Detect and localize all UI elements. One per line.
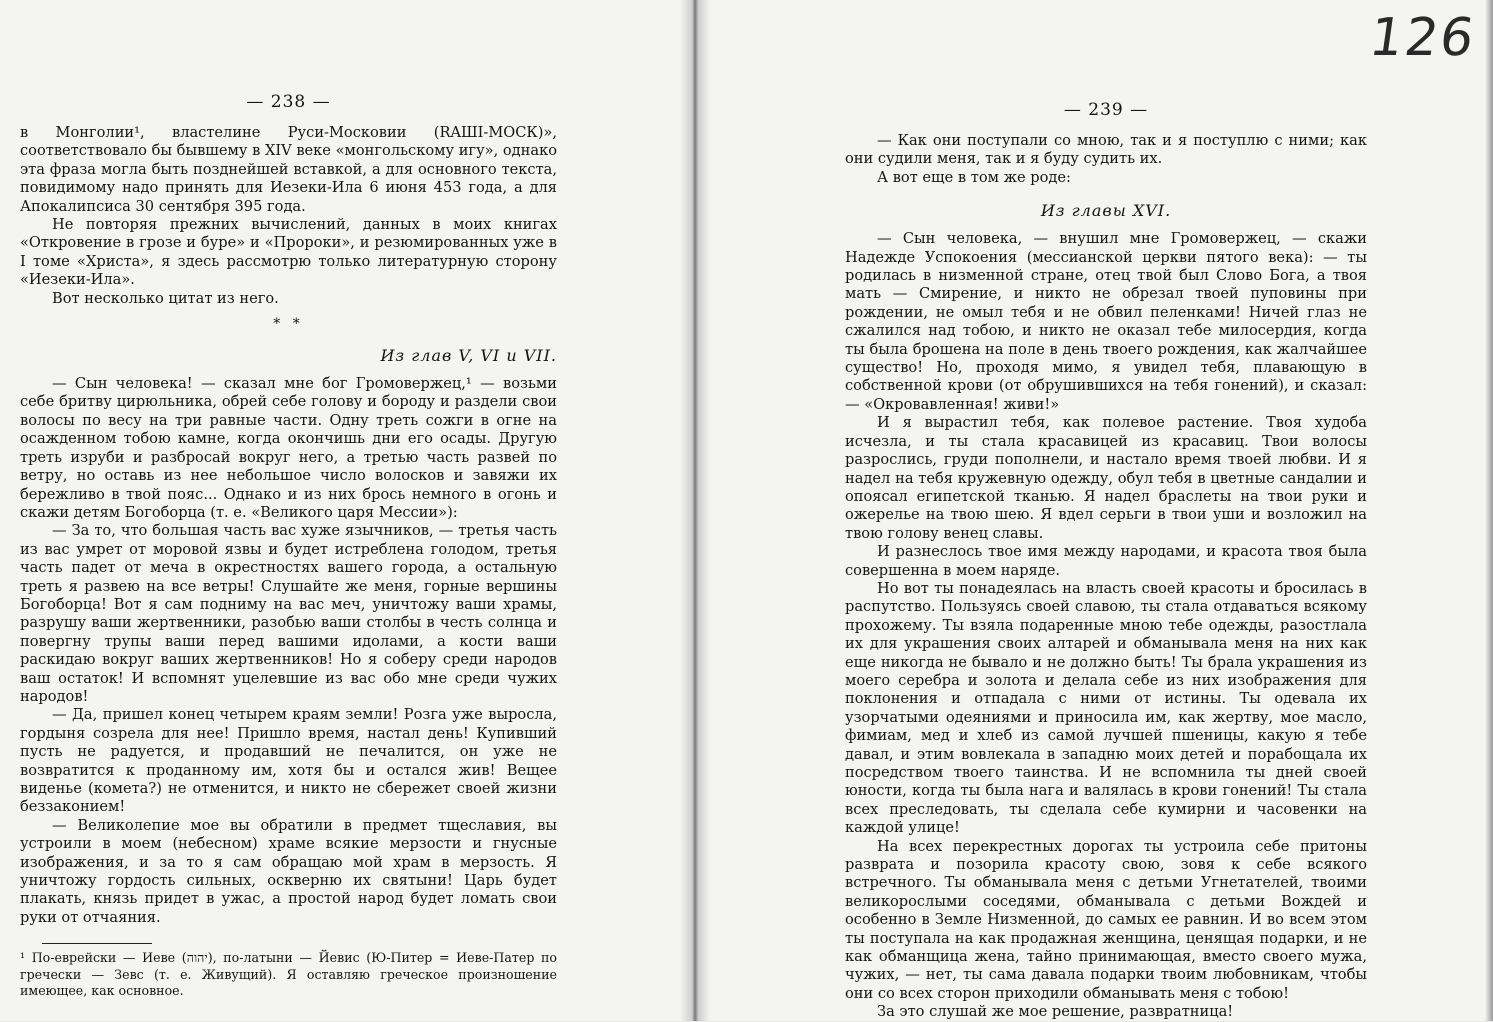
section-stars: * * — [273, 316, 304, 333]
right-paragraph: — Сын человека, — внушил мне Громовержец, — скажи Надежде Успокоения (мессианской церкви пятого века): — ты родилась в низменной стране, отец твой был Слово Бога, а твоя мать — Смирение, и никто не обрезал твоей пуповины при рождении, не омыл тебя и не обвил пеленками! Ничей глаз не сжалился над тобою, и никто не оказал тебе милосердия, когда ты была брошена на поле в день твоего рождения, как жалчайшее существо! Но, проходя мимо, я увидел тебя, плавающую в собственной крови (от обрушившихся на тебя гонений), и сказал: — «Окровавленная! живи!» — [845, 230, 1367, 413]
left-paragraph: в Монголии¹, властелине Руси-Московии (RAШI-МОСК)», соответствовало бы бывшему в XIV веке «монгольскому игу», однако эта фраза могла быть позднейшей вставкой, а для основного текста, повидимому надо принять для Иезеки-Ила 6 июня 453 года, а для Апокалипсиса 30 сентября 395 года. — [20, 124, 557, 215]
page-edge-shadow — [1485, 0, 1493, 1021]
left-page-number: — 238 — — [246, 92, 331, 112]
right-section-heading: Из главы XVI. — [1040, 201, 1172, 221]
book-gutter — [680, 0, 710, 1021]
right-paragraph: — Как они поступали со мною, так и я поступлю с ними; как они судили меня, так и я буду судить их. — [845, 132, 1367, 168]
footnote-rule — [42, 943, 152, 944]
right-paragraph: И разнеслось твое имя между народами, и красота твоя была совершенна в моем наряде. — [845, 543, 1367, 579]
left-section-heading: Из глав V, VI и VII. — [380, 346, 557, 366]
right-page-number: — 239 — — [1063, 100, 1149, 120]
right-paragraph: Но вот ты понадеялась на власть своей красоты и бросилась в распутство. Пользуясь своей славою, ты стала отдаваться всякому прохожему. Ты взяла подаренные мною тебе одежды, разостлала их для украшения своих алтарей и обманывала меня на них как еще никогда не бывало и не должно быть! Ты брала украшения из моего серебра и золота и делала себе из них изображения для поклонения и отпадала с ними от истины. Ты одевала их узорчатыми одеяниями и приносила им, как жертву, мое масло, фимиам, мед и хлеб из самой лучшей пшеницы, какую я тебе давал, и этим вовлекала в западню моих детей и порабощала их посредством твоего таинства. И не вспомнила ты дней своей юности, когда ты была нага и валялась в крови гонений! Ты стала всех преследовать, ты сделала себе кумирни и часовенки на каждой улице! — [845, 579, 1367, 837]
right-paragraph: И я вырастил тебя, как полевое растение. Твоя худоба исчезла, и ты стала красавицей из красавиц. Твои волосы разрослись, груди пополнели, и настало время твоей любви. И я надел на тебя кружевную одежду, обул тебя в цветные сандалии и опоясал египетской тканью. Я надел браслеты на твои руки и ожерелье на твою шею. Я вдел серьги в твои уши и возложил на твою голову венец славы. — [845, 414, 1367, 542]
left-paragraph: Вот несколько цитат из него. — [52, 289, 279, 307]
right-text-top — [845, 132, 1367, 187]
left-text-main — [20, 375, 557, 927]
right-paragraph: За это слушай же мое решение, развратница! — [877, 1003, 1234, 1021]
left-paragraph: — За то, что большая часть вас хуже язычников, — третья часть из вас умрет от моровой язвы и будет истреблена голодом, третья часть падет от меча в окрестностях вашего города, а остальную треть я развею на все ветры! Слушайте же меня, горные вершины Богоборца! Вот я сам подниму на вас меч, уничтожу ваши храмы, разрушу ваши жертвенники, разобью ваши столбы в честь солнца и повергну трупы ваши перед вашими идолами, а кости ваши раскидаю вокруг ваших жертвенников! Но я соберу среди народов ваш остаток! И вспомнят уцелевшие из вас обо мне среди чужих народов! — [20, 522, 557, 705]
left-page — [0, 0, 745, 1021]
footnote: ¹ По-еврейски — Иеве (יהוה), по-латыни — Йевис (Ю-Питер = Иеве-Патер по гречески — Зевс (т. е. Живущий). Я оставляю греческое произношение имеющее, как основное. — [20, 950, 557, 999]
left-paragraph: — Сын человека! — сказал мне бог Громовержец,¹ — возьми себе бритву цирюльника, обрей себе голову и бороду и раздели свои волосы по весу на три равные части. Одну треть сожги в огне на осажденном тобою камне, когда окончишь дни его осады. Другую треть изруби и разбросай вокруг него, а третью часть развей по ветру, но оставь из нее небольшое число волосков и завяжи их бережливо в твой пояс... Однако и из них брось немного в огонь и скажи детям Богоборца (т. е. «Великого царя Мессии»): — [20, 375, 557, 521]
right-text-main — [845, 230, 1367, 1021]
right-paragraph: А вот еще в том же роде: — [877, 168, 1071, 186]
left-paragraph: — Великолепие мое вы обратили в предмет тщеславия, вы устроили в моем (небесном) храме всякие мерзости и гнусные изображения, и за то я сам обращаю мой храм в мерзость. Я уничтожу гордость сильных, оскверню их святыни! Царь будет плакать, князь придет в ужас, а простой народ будет ломать свои руки от отчаяния. — [20, 816, 557, 926]
right-paragraph: На всех перекрестных дорогах ты устроила себе притоны разврата и позорила красоту свою, зовя к себе всякого встречного. Ты обманывала меня с детьми Угнетателей, твоими великорослыми соседями, обманывала с детьми Вождей и особенно в Земле Низменной, до самых ее равнин. И во всем этом ты поступала на как продажная женщина, ценящая подарки, и не как обманщица жена, тайно принимающая, вместо своего мужа, чужих, — нет, ты сама давала подарки твоим любовникам, чтобы они со всех сторон приходили обманывать меня с тобою! — [845, 837, 1367, 1002]
left-paragraph: — Да, пришел конец четырем краям земли! Розга уже выросла, гордыня созрела для нее! Пришло время, настал день! Купивший пусть не радуется, и продавший не печалится, он уже не возвратится к проданному им, хотя бы и остался жив! Вещее виденье (комета?) не отменится, и никто не сбережет своей жизни беззаконием! — [20, 706, 557, 816]
left-paragraph: Не повторяя прежних вычислений, данных в моих книгах «Откровение в грозе и буре» и «Пророки», и резюмированных уже в I томе «Христа», я здесь рассмотрю только литературную сторону «Иезеки-Ила». — [20, 216, 557, 289]
right-page — [745, 0, 1493, 1021]
left-text-top — [20, 124, 557, 308]
handwritten-folio-number: 126 — [1365, 8, 1480, 68]
